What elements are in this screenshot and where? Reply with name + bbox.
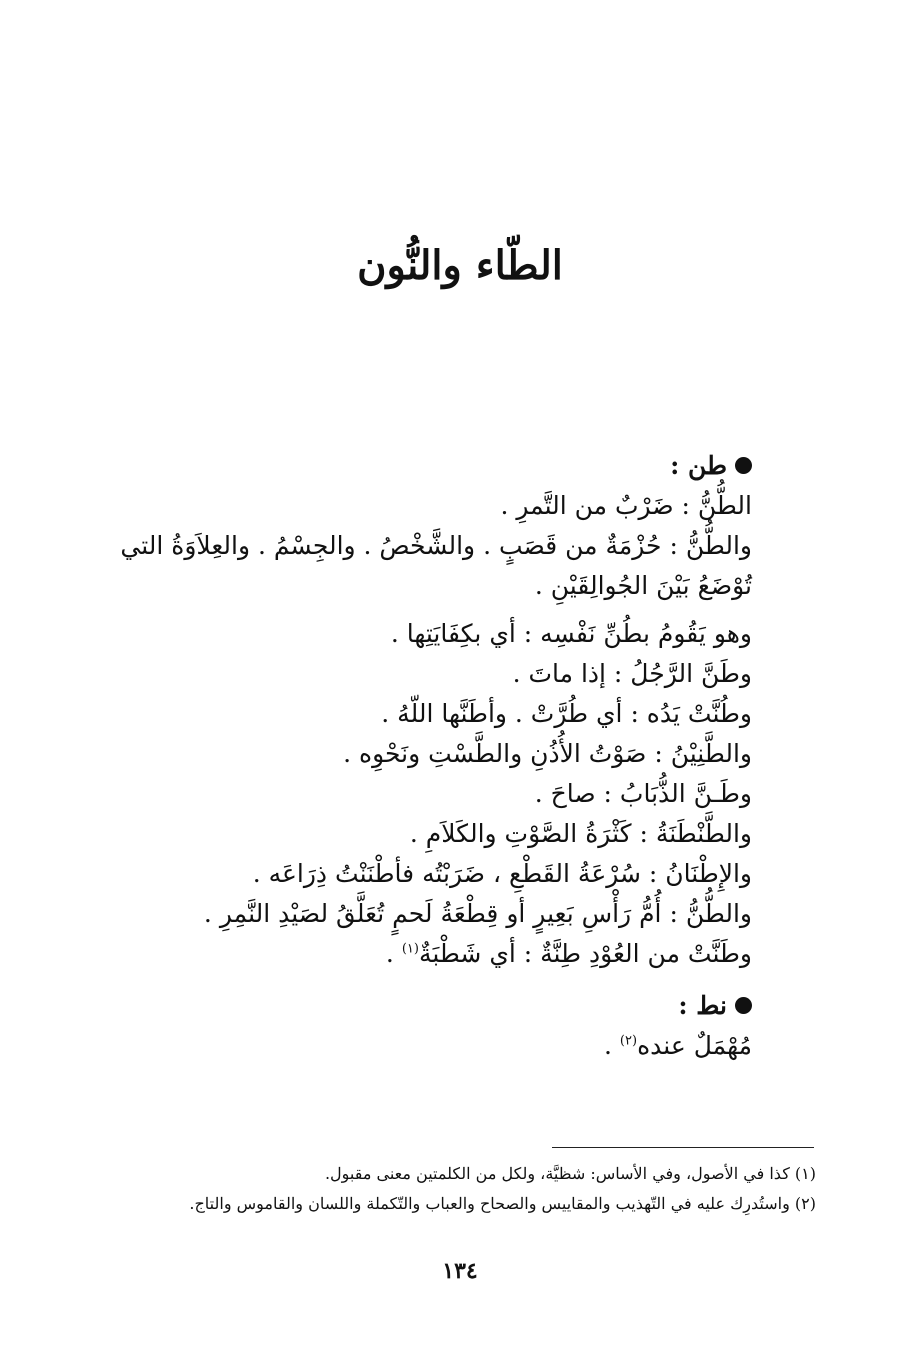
bullet-icon: [735, 457, 752, 474]
entry-line: والطَّنْطَنَةُ : كَثْرَةُ الصَّوْتِ والكَلاَمِ .: [409, 819, 752, 848]
bullet-icon: [735, 997, 752, 1014]
footnote-divider: [552, 1147, 814, 1148]
entry-line: الطُّنُّ : ضَرْبٌ من التَّمرِ .: [500, 491, 752, 520]
footnotes: [60, 1159, 816, 1219]
headword-nt: [100, 986, 752, 1026]
headword-tn: [100, 446, 752, 486]
entry-line-text: وطَنَّتْ من العُوْدِ طِنَّةٌ : أي شَطْبَةٌ: [418, 939, 752, 968]
headword-text: نط :: [678, 991, 727, 1020]
chapter-title: الطّاء والنُّون: [357, 242, 563, 289]
footnote-marker: (١): [401, 941, 419, 957]
entry-line: وطَنَّتْ من العُوْدِ طِنَّةٌ : أي شَطْبَةٌ$^{(١)}$ .: [385, 939, 752, 968]
headword-text: طن :: [670, 451, 727, 480]
entry-line-text: مُهْمَلٌ عنده: [637, 1031, 752, 1060]
entries-body: [100, 446, 752, 1066]
entry-line: والطَّنِيْنُ : صَوْتُ الأُذُنِ والطَّسْتِ ونَحْوِه .: [343, 739, 752, 768]
entry-line: وطَنَّ الرَّجُلُ : إذا ماتَ .: [512, 659, 752, 688]
footnote-2: (٢) واستُدرِك عليه في التّهذيب والمقاييس والصحاح والعباب والتّكملة واللسان والقاموس والتاج.: [189, 1194, 816, 1213]
page-number: ١٣٤: [442, 1258, 478, 1284]
entry-line: وهو يَقُومُ بطُنِّ نَفْسِه : أي بكِفَايَتِها .: [390, 619, 752, 648]
entry-line: وطَـنَّ الذُّبَابُ : صاحَ .: [534, 779, 752, 808]
entry-line: وطُنَّتْ يَدُه : أي طُرَّتْ . وأطَنَّها اللّهُ .: [381, 699, 752, 728]
footnote-marker: (٢): [619, 1033, 638, 1049]
footnote-1: (١) كذا في الأصول، وفي الأساس: شظيَّة، ولكل من الكلمتين معنى مقبول.: [324, 1164, 816, 1183]
entry-line: والإِطْنَانُ : سُرْعَةُ القَطْعِ ، ضَرَبْتُه فأطْنَنْتُ ذِرَاعَه .: [252, 859, 752, 888]
entry-line: والطُّنُّ : أُمُّ رَأْسِ بَعِيرٍ أو قِطْعَةُ لَحمٍ تُعَلَّقُ لصَيْدِ النَّمِرِ .: [203, 899, 752, 928]
entry-line: مُهْمَلٌ عنده$^{(٢)}$ .: [604, 1031, 752, 1060]
entry-line: والطُّنُّ : حُزْمَةٌ من قَصَبٍ . والشَّخْصُ . والجِسْمُ . والعِلاَوَةُ التي تُوْضَعُ بَيْنَ الجُوالِقَيْنِ .: [120, 531, 752, 600]
